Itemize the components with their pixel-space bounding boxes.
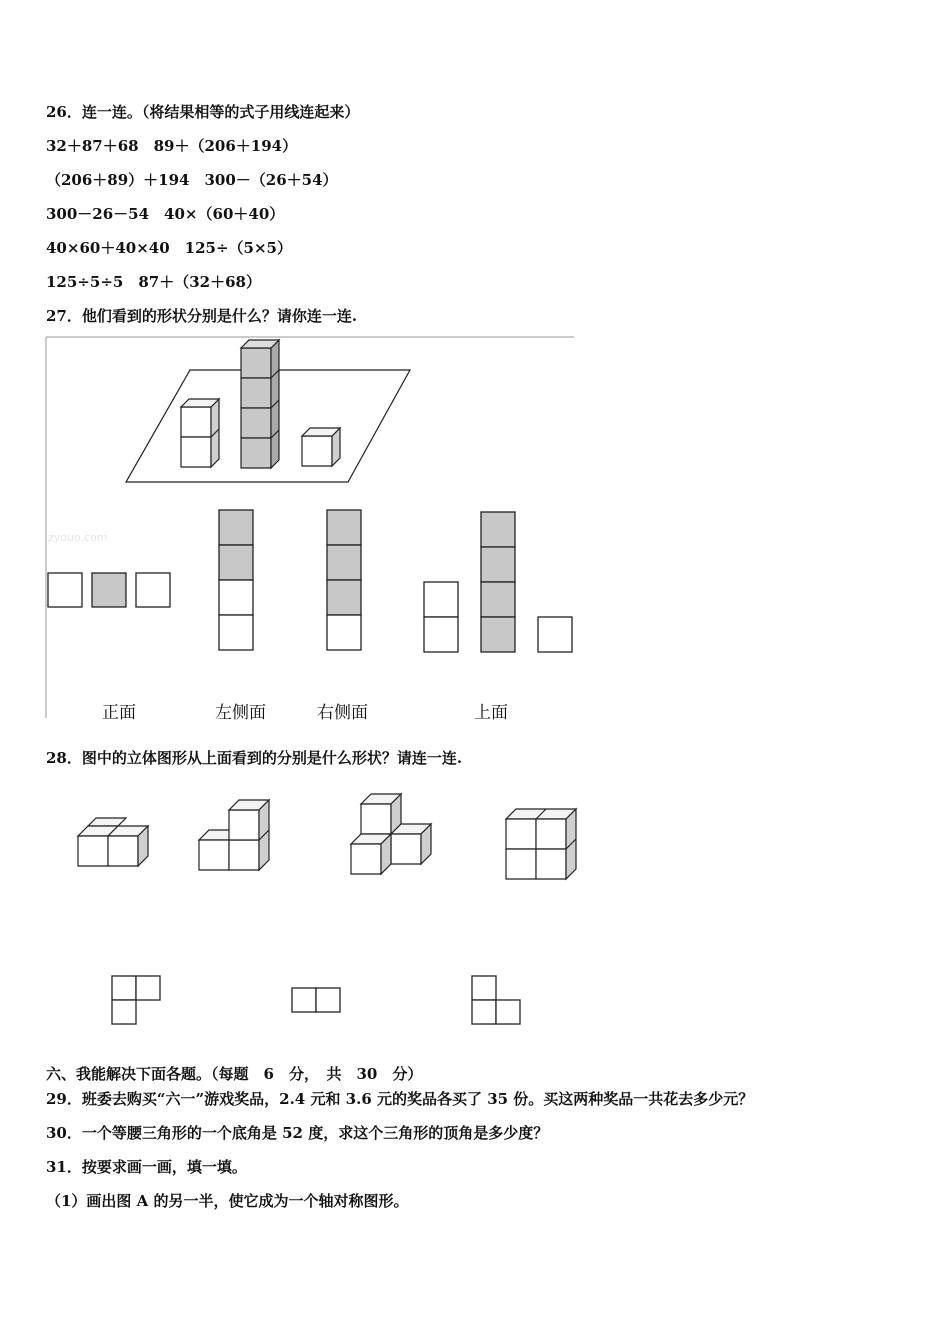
- view-option-4: [424, 512, 572, 652]
- label-left-side: 左侧面: [215, 703, 266, 723]
- right-cube: [302, 428, 340, 466]
- q31-title: 31．按要求画一画，填一填。: [46, 1158, 247, 1176]
- q28-title: 28．图中的立体图形从上面看到的分别是什么形状？请连一连.: [46, 749, 463, 767]
- q26-title: 26．连一连。（将结果相等的式子用线连起来）: [46, 103, 360, 121]
- q26-row-5: 125÷5÷5 87＋（32＋68）: [46, 273, 261, 291]
- q27-title: 27．他们看到的形状分别是什么？请你连一连.: [46, 307, 358, 325]
- solid-a: [78, 818, 148, 866]
- solid-c: [351, 794, 431, 874]
- q30: 30．一个等腰三角形的一个底角是 52 度，求这个三角形的顶角是多少度？: [46, 1124, 549, 1142]
- view-option-2: [219, 510, 253, 650]
- top-view-3: [472, 976, 520, 1024]
- label-right-side: 右侧面: [317, 703, 368, 723]
- q29: 29．班委去购买“六一”游戏奖品，2.4 元和 3.6 元的奖品各买了 35 份。买这两种奖品一共花去多少元？: [46, 1090, 754, 1108]
- q26-row-1: 32＋87＋68 89＋（206＋194）: [46, 137, 298, 155]
- solid-d: [506, 809, 576, 879]
- q26-row-2: （206＋89）＋194 300－（26＋54）: [46, 171, 338, 189]
- q26-row-4: 40×60＋40×40 125÷（5×5）: [46, 239, 292, 257]
- q26-row-3: 300－26－54 40×（60＋40）: [46, 205, 285, 223]
- view-option-1: [48, 573, 170, 607]
- solid-b: [199, 800, 269, 870]
- q27-figure: [44, 336, 576, 723]
- view-option-3: [327, 510, 361, 650]
- section6-title: 六、我能解决下面各题。（每题 6 分， 共 30 分）: [46, 1065, 423, 1083]
- q28-figure: [60, 788, 600, 1038]
- label-top: 上面: [474, 703, 508, 723]
- top-view-1: [112, 976, 160, 1024]
- middle-stack: [241, 340, 279, 468]
- svg-text:zyouo.com: zyouo.com: [48, 531, 108, 544]
- left-stack: [181, 399, 219, 467]
- top-view-2: [292, 988, 340, 1012]
- q31-sub1: （1）画出图 A 的另一半，使它成为一个轴对称图形。: [46, 1192, 409, 1210]
- label-front: 正面: [102, 703, 136, 723]
